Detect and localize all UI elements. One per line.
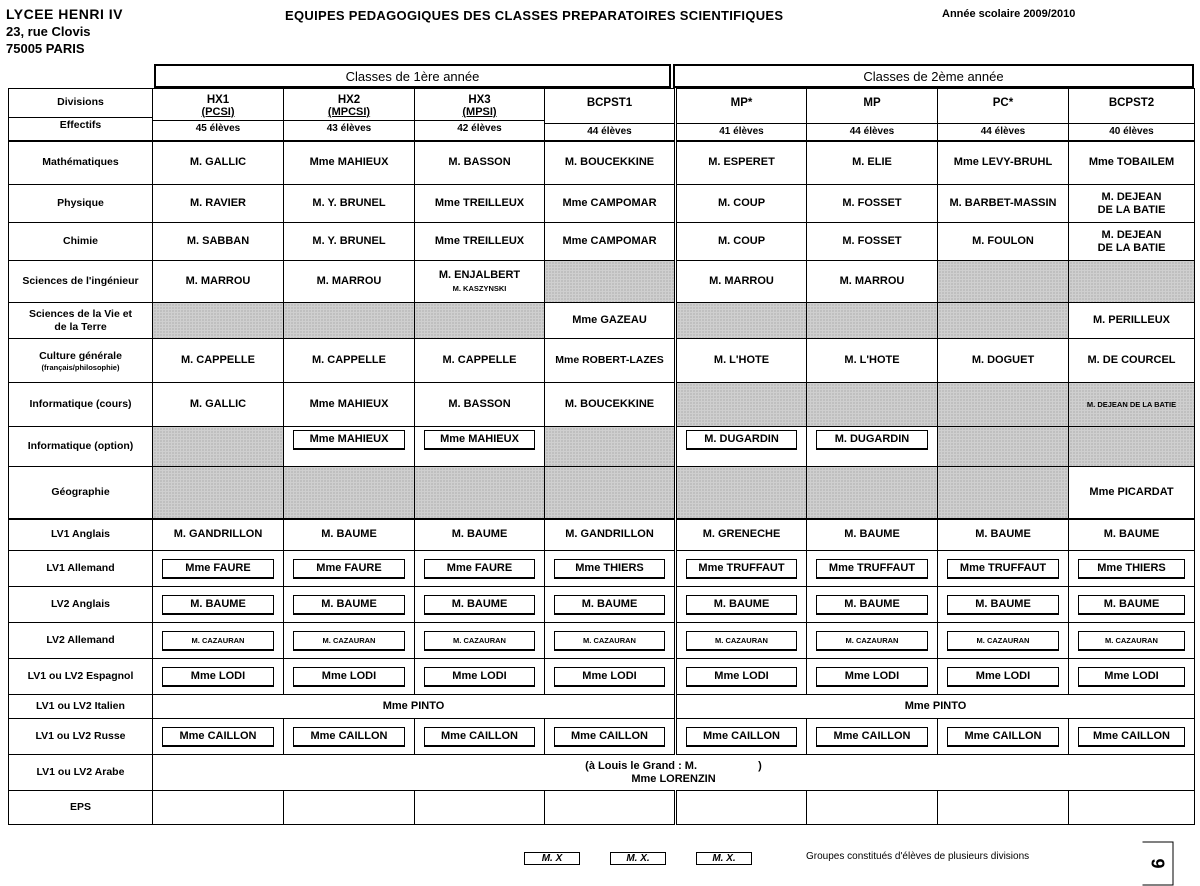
teacher-cell bbox=[807, 427, 938, 467]
group-box: Mme LODI bbox=[1078, 667, 1186, 687]
group-box: Mme LODI bbox=[293, 667, 405, 687]
teacher-cell: M. CAPPELLE bbox=[415, 339, 545, 383]
group-box: M. DUGARDIN bbox=[686, 430, 797, 450]
teacher-cell: M. BARBET-MASSIN bbox=[938, 185, 1069, 223]
subject-label: Sciences de l'ingénieur bbox=[9, 261, 153, 303]
divisions-label bbox=[9, 89, 153, 141]
teacher-cell: Mme PICARDAT bbox=[1069, 467, 1195, 519]
division-sub: (MPSI) bbox=[462, 105, 497, 118]
school-name: LYCEE HENRI IV bbox=[6, 6, 123, 22]
teacher-cell bbox=[938, 719, 1069, 755]
group-box: Mme CAILLON bbox=[424, 727, 535, 747]
group-box: M. CAZAURAN bbox=[554, 631, 665, 651]
division-count: 43 élèves bbox=[284, 120, 414, 135]
teacher-cell bbox=[676, 659, 807, 695]
group-box: Mme THIERS bbox=[554, 559, 665, 579]
division-cell bbox=[676, 89, 807, 141]
teacher-cell bbox=[415, 719, 545, 755]
table-row bbox=[9, 623, 1195, 659]
teacher-cell bbox=[284, 659, 415, 695]
empty-cell bbox=[284, 791, 415, 825]
teacher-cell bbox=[807, 623, 938, 659]
teacher-cell: M. BAUME bbox=[938, 519, 1069, 551]
teacher-name-cont: DE LA BATIE bbox=[1097, 203, 1166, 216]
table-row bbox=[9, 695, 1195, 719]
group-box: M. CAZAURAN bbox=[293, 631, 405, 651]
teacher-cell bbox=[153, 587, 284, 623]
teacher-cell: Mme MAHIEUX bbox=[284, 141, 415, 185]
teacher-cell bbox=[938, 623, 1069, 659]
division-cell bbox=[1069, 89, 1195, 141]
teacher-cell: M. BOUCEKKINE bbox=[545, 383, 676, 427]
group-box: Mme LODI bbox=[947, 667, 1059, 687]
teacher-cell bbox=[284, 719, 415, 755]
table-row bbox=[9, 467, 1195, 519]
subject-label: LV2 Anglais bbox=[9, 587, 153, 623]
group-box: M. CAZAURAN bbox=[162, 631, 274, 651]
group-box: M. CAZAURAN bbox=[686, 631, 797, 651]
subject-label: Informatique (option) bbox=[9, 427, 153, 467]
group-box: Mme LODI bbox=[554, 667, 665, 687]
teacher-cell: M. GALLIC bbox=[153, 141, 284, 185]
table-row bbox=[9, 303, 1195, 339]
empty-cell bbox=[545, 261, 676, 303]
teacher-cell bbox=[1069, 719, 1195, 755]
teacher-cell: M. ELIE bbox=[807, 141, 938, 185]
division-cell bbox=[284, 89, 415, 141]
subject-label: LV1 ou LV2 Russe bbox=[9, 719, 153, 755]
table-row bbox=[9, 383, 1195, 427]
subject-label: Physique bbox=[9, 185, 153, 223]
teacher-cell bbox=[284, 551, 415, 587]
empty-cell bbox=[284, 303, 415, 339]
legend-sample: M. X. bbox=[610, 852, 666, 865]
group-box: Mme MAHIEUX bbox=[293, 430, 405, 450]
teacher-name: Mme LORENZIN bbox=[631, 772, 716, 785]
table-row bbox=[9, 719, 1195, 755]
division-count: 44 élèves bbox=[938, 123, 1068, 138]
division-count: 41 élèves bbox=[677, 123, 806, 138]
page-number: 9 bbox=[1143, 842, 1174, 886]
teacher-cell: M. MARROU bbox=[676, 261, 807, 303]
subject-label: Mathématiques bbox=[9, 141, 153, 185]
division-sub: (MPCSI) bbox=[327, 105, 371, 118]
division-name: HX2 bbox=[337, 93, 361, 106]
school-block bbox=[6, 6, 123, 57]
subject-label-main: Culture générale bbox=[39, 349, 122, 362]
subject-label-sub: (français/philosophie) bbox=[41, 362, 120, 372]
teacher-cell: M. GRENECHE bbox=[676, 519, 807, 551]
table-row bbox=[9, 755, 1195, 791]
teacher-cell: M. DE COURCEL bbox=[1069, 339, 1195, 383]
group-box: M. CAZAURAN bbox=[1078, 631, 1186, 651]
group-box: M. CAZAURAN bbox=[947, 631, 1059, 651]
teacher-cell: M. BASSON bbox=[415, 383, 545, 427]
teacher-cell bbox=[807, 551, 938, 587]
teacher-cell bbox=[545, 587, 676, 623]
teacher-cell: Mme LEVY-BRUHL bbox=[938, 141, 1069, 185]
teacher-cell bbox=[153, 719, 284, 755]
teacher-cell: Mme TREILLEUX bbox=[415, 223, 545, 261]
group-box: Mme TRUFFAUT bbox=[816, 559, 928, 579]
teacher-cell: M. BAUME bbox=[284, 519, 415, 551]
subject-label: Géographie bbox=[9, 467, 153, 519]
subject-label-line2: de la Terre bbox=[54, 320, 107, 333]
table-row bbox=[9, 587, 1195, 623]
group-box: M. CAZAURAN bbox=[816, 631, 928, 651]
subject-label: LV2 Allemand bbox=[9, 623, 153, 659]
group-box: M. BAUME bbox=[947, 595, 1059, 615]
table-row bbox=[9, 141, 1195, 185]
teacher-cell bbox=[807, 587, 938, 623]
teacher-cell bbox=[415, 623, 545, 659]
legend-sample: M. X. bbox=[696, 852, 752, 865]
teacher-cell: Mme TOBAILEM bbox=[1069, 141, 1195, 185]
empty-cell bbox=[676, 383, 807, 427]
teacher-cell: M. COUP bbox=[676, 185, 807, 223]
arabe-note: (à Louis le Grand : M. ) bbox=[585, 759, 762, 772]
teacher-cell bbox=[415, 659, 545, 695]
first-year-header: Classes de 1ère année bbox=[154, 64, 671, 88]
teacher-cell: Mme TREILLEUX bbox=[415, 185, 545, 223]
empty-cell bbox=[676, 467, 807, 519]
empty-cell bbox=[807, 467, 938, 519]
group-box: Mme CAILLON bbox=[1078, 727, 1186, 747]
empty-cell bbox=[153, 303, 284, 339]
teacher-cell: Mme ROBERT-LAZES bbox=[545, 339, 676, 383]
group-box: M. DUGARDIN bbox=[816, 430, 928, 450]
teacher-cell: M. BAUME bbox=[1069, 519, 1195, 551]
group-box: Mme CAILLON bbox=[162, 727, 274, 747]
division-count: 44 élèves bbox=[545, 123, 674, 138]
teacher-cell: M. CAPPELLE bbox=[284, 339, 415, 383]
teacher-cell: M. GANDRILLON bbox=[153, 519, 284, 551]
subject-label-line1: Sciences de la Vie et bbox=[28, 307, 133, 320]
group-box: Mme LODI bbox=[424, 667, 535, 687]
teacher-name: M. DEJEAN bbox=[1101, 228, 1162, 241]
teacher-cell bbox=[284, 623, 415, 659]
address-line-2: 75005 PARIS bbox=[6, 41, 85, 56]
teacher-name-secondary: M. KASZYNSKI bbox=[452, 283, 507, 293]
teacher-cell bbox=[415, 587, 545, 623]
table-row bbox=[9, 519, 1195, 551]
divisions-heading: Divisions bbox=[57, 96, 104, 109]
group-box: Mme CAILLON bbox=[816, 727, 928, 747]
teacher-cell bbox=[153, 623, 284, 659]
empty-cell bbox=[938, 467, 1069, 519]
group-box: Mme CAILLON bbox=[554, 727, 665, 747]
empty-cell bbox=[1069, 791, 1195, 825]
empty-cell bbox=[807, 791, 938, 825]
teacher-cell: M. ESPERET bbox=[676, 141, 807, 185]
group-box: M. BAUME bbox=[162, 595, 274, 615]
empty-cell bbox=[415, 467, 545, 519]
empty-cell bbox=[938, 383, 1069, 427]
teacher-cell bbox=[938, 659, 1069, 695]
teacher-cell: M. FOULON bbox=[938, 223, 1069, 261]
teacher-cell: M. DEJEAN DE LA BATIE bbox=[1069, 383, 1195, 427]
school-year: Année scolaire 2009/2010 bbox=[942, 8, 1076, 20]
teacher-cell bbox=[938, 551, 1069, 587]
teacher-cell bbox=[807, 659, 938, 695]
table-row bbox=[9, 185, 1195, 223]
staff-table bbox=[8, 88, 1195, 825]
empty-cell bbox=[1069, 427, 1195, 467]
subject-label: LV1 ou LV2 Italien bbox=[9, 695, 153, 719]
division-name: HX1 bbox=[206, 93, 230, 106]
teacher-cell bbox=[545, 623, 676, 659]
teacher-cell: M. GANDRILLON bbox=[545, 519, 676, 551]
empty-cell bbox=[676, 303, 807, 339]
teacher-cell: Mme MAHIEUX bbox=[284, 383, 415, 427]
teacher-cell bbox=[415, 551, 545, 587]
teacher-cell bbox=[938, 587, 1069, 623]
group-box: M. BAUME bbox=[424, 595, 535, 615]
group-box: Mme MAHIEUX bbox=[424, 430, 535, 450]
empty-cell bbox=[807, 383, 938, 427]
teacher-cell: M. COUP bbox=[676, 223, 807, 261]
teacher-cell bbox=[415, 261, 545, 303]
group-box: Mme THIERS bbox=[1078, 559, 1186, 579]
teacher-cell: Mme GAZEAU bbox=[545, 303, 676, 339]
teacher-cell: M. BAUME bbox=[415, 519, 545, 551]
group-box: M. BAUME bbox=[816, 595, 928, 615]
teacher-name: M. DEJEAN bbox=[1101, 190, 1162, 203]
subject-label: LV1 Anglais bbox=[9, 519, 153, 551]
teacher-cell bbox=[676, 427, 807, 467]
division-name: MP* bbox=[730, 96, 753, 109]
empty-cell bbox=[676, 791, 807, 825]
table-row bbox=[9, 551, 1195, 587]
second-year-header: Classes de 2ème année bbox=[673, 64, 1194, 88]
empty-cell bbox=[153, 791, 284, 825]
group-box: Mme TRUFFAUT bbox=[947, 559, 1059, 579]
empty-cell bbox=[1069, 261, 1195, 303]
group-box: M. BAUME bbox=[1078, 595, 1186, 615]
division-name: MP bbox=[863, 96, 881, 109]
subject-label: LV1 ou LV2 Arabe bbox=[9, 755, 153, 791]
subject-label bbox=[9, 303, 153, 339]
teacher-cell: M. BAUME bbox=[807, 519, 938, 551]
division-name: BCPST2 bbox=[1108, 96, 1155, 109]
teacher-cell: M. SABBAN bbox=[153, 223, 284, 261]
subject-label: Chimie bbox=[9, 223, 153, 261]
empty-cell bbox=[545, 467, 676, 519]
empty-cell bbox=[153, 427, 284, 467]
legend-text: Groupes constitués d'élèves de plusieurs divisions bbox=[806, 851, 1030, 862]
group-box: Mme FAURE bbox=[424, 559, 535, 579]
subject-label: EPS bbox=[9, 791, 153, 825]
teacher-cell bbox=[1069, 587, 1195, 623]
legend bbox=[524, 852, 782, 865]
group-box: M. BAUME bbox=[293, 595, 405, 615]
document-title: EQUIPES PEDAGOGIQUES DES CLASSES PREPARATOIRES SCIENTIFIQUES bbox=[285, 8, 784, 23]
teacher-cell: M. MARROU bbox=[153, 261, 284, 303]
teacher-cell: M. L'HOTE bbox=[807, 339, 938, 383]
table-row bbox=[9, 791, 1195, 825]
teacher-cell bbox=[415, 427, 545, 467]
division-cell bbox=[153, 89, 284, 141]
group-box: Mme FAURE bbox=[162, 559, 274, 579]
teacher-cell: M. RAVIER bbox=[153, 185, 284, 223]
empty-cell bbox=[415, 303, 545, 339]
teacher-cell bbox=[676, 551, 807, 587]
effectifs-heading: Effectifs bbox=[9, 117, 152, 132]
division-name: PC* bbox=[992, 96, 1014, 109]
division-cell bbox=[807, 89, 938, 141]
teacher-cell bbox=[1069, 551, 1195, 587]
teacher-name: M. ENJALBERT bbox=[438, 268, 521, 281]
group-box: Mme TRUFFAUT bbox=[686, 559, 797, 579]
empty-cell bbox=[415, 791, 545, 825]
address-line-1: 23, rue Clovis bbox=[6, 24, 91, 39]
division-cell bbox=[415, 89, 545, 141]
teacher-cell: M. Y. BRUNEL bbox=[284, 185, 415, 223]
empty-cell bbox=[284, 467, 415, 519]
group-box: Mme CAILLON bbox=[686, 727, 797, 747]
subject-label: LV1 ou LV2 Espagnol bbox=[9, 659, 153, 695]
teacher-cell bbox=[676, 719, 807, 755]
teacher-cell: M. FOSSET bbox=[807, 185, 938, 223]
division-count: 40 élèves bbox=[1069, 123, 1194, 138]
teacher-cell: Mme PINTO bbox=[676, 695, 1195, 719]
teacher-cell: M. Y. BRUNEL bbox=[284, 223, 415, 261]
group-box: Mme FAURE bbox=[293, 559, 405, 579]
teacher-cell: M. L'HOTE bbox=[676, 339, 807, 383]
teacher-cell bbox=[153, 755, 1195, 791]
empty-cell bbox=[938, 303, 1069, 339]
teacher-cell: Mme PINTO bbox=[153, 695, 676, 719]
group-box: Mme LODI bbox=[162, 667, 274, 687]
empty-cell bbox=[153, 467, 284, 519]
teacher-cell bbox=[1069, 223, 1195, 261]
group-box: M. BAUME bbox=[554, 595, 665, 615]
table-row bbox=[9, 427, 1195, 467]
division-sub: (PCSI) bbox=[201, 105, 235, 118]
subject-label: LV1 Allemand bbox=[9, 551, 153, 587]
teacher-cell: M. BASSON bbox=[415, 141, 545, 185]
empty-cell bbox=[545, 791, 676, 825]
teacher-cell: M. CAPPELLE bbox=[153, 339, 284, 383]
table-row bbox=[9, 339, 1195, 383]
teacher-cell: M. DOGUET bbox=[938, 339, 1069, 383]
teacher-cell: M. PERILLEUX bbox=[1069, 303, 1195, 339]
teacher-cell: M. FOSSET bbox=[807, 223, 938, 261]
empty-cell bbox=[545, 427, 676, 467]
division-count: 44 élèves bbox=[807, 123, 937, 138]
teacher-cell bbox=[807, 719, 938, 755]
empty-cell bbox=[938, 791, 1069, 825]
empty-cell bbox=[807, 303, 938, 339]
teacher-cell: M. BOUCEKKINE bbox=[545, 141, 676, 185]
teacher-cell: M. GALLIC bbox=[153, 383, 284, 427]
division-count: 45 élèves bbox=[153, 120, 283, 135]
subject-label: Informatique (cours) bbox=[9, 383, 153, 427]
division-count: 42 élèves bbox=[415, 120, 544, 135]
teacher-cell bbox=[676, 623, 807, 659]
divisions-row bbox=[9, 89, 1195, 141]
teacher-cell bbox=[1069, 623, 1195, 659]
teacher-cell bbox=[1069, 185, 1195, 223]
teacher-cell: M. MARROU bbox=[284, 261, 415, 303]
division-cell bbox=[545, 89, 676, 141]
teacher-cell bbox=[545, 719, 676, 755]
teacher-name-cont: DE LA BATIE bbox=[1097, 241, 1166, 254]
teacher-cell bbox=[545, 659, 676, 695]
group-box: Mme LODI bbox=[686, 667, 797, 687]
group-box: Mme LODI bbox=[816, 667, 928, 687]
group-box: Mme CAILLON bbox=[947, 727, 1059, 747]
teacher-cell bbox=[1069, 659, 1195, 695]
teacher-cell bbox=[545, 551, 676, 587]
teacher-cell bbox=[284, 587, 415, 623]
subject-label bbox=[9, 339, 153, 383]
group-box: M. BAUME bbox=[686, 595, 797, 615]
division-name: BCPST1 bbox=[586, 96, 633, 109]
division-name: HX3 bbox=[468, 93, 491, 106]
teacher-cell bbox=[676, 587, 807, 623]
group-box: M. CAZAURAN bbox=[424, 631, 535, 651]
group-box: Mme CAILLON bbox=[293, 727, 405, 747]
table-row bbox=[9, 659, 1195, 695]
teacher-cell: Mme CAMPOMAR bbox=[545, 185, 676, 223]
division-cell bbox=[938, 89, 1069, 141]
table-row bbox=[9, 261, 1195, 303]
legend-sample: M. X bbox=[524, 852, 580, 865]
table-row bbox=[9, 223, 1195, 261]
empty-cell bbox=[938, 427, 1069, 467]
teacher-cell bbox=[284, 427, 415, 467]
teacher-cell: Mme CAMPOMAR bbox=[545, 223, 676, 261]
teacher-cell bbox=[153, 659, 284, 695]
teacher-cell: M. MARROU bbox=[807, 261, 938, 303]
empty-cell bbox=[938, 261, 1069, 303]
teacher-cell bbox=[153, 551, 284, 587]
